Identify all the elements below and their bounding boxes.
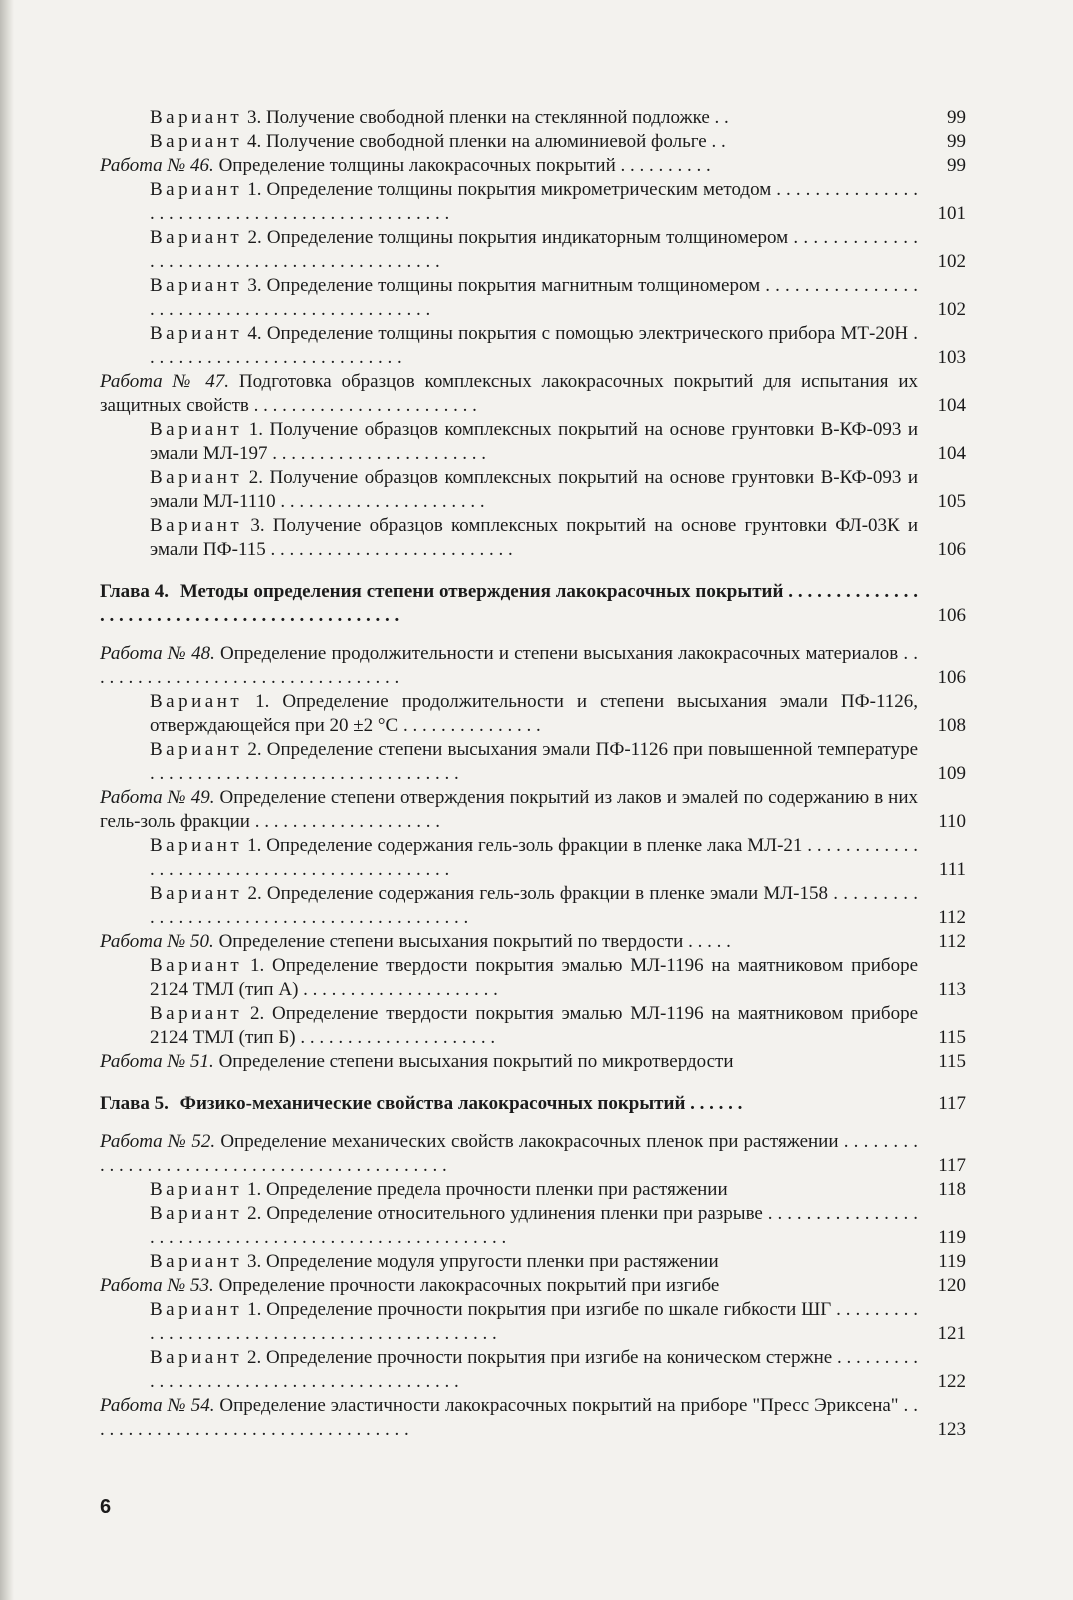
toc-entry-text: [100, 642, 918, 690]
toc-entry-text: [150, 1002, 918, 1050]
toc-page-number: 99: [947, 155, 966, 176]
toc-entry-label: Работа № 47.: [100, 371, 230, 392]
toc-entry-label: Вариант: [150, 275, 243, 296]
toc-entry-title: 2. Определение твердости покрытия эмалью МЛ-1196 на маятниковом приборе 2124 ТМЛ (тип Б) . . . . . . . . . . . . . . . . . . . . .: [150, 1003, 919, 1048]
toc-page-number: 115: [938, 1027, 966, 1048]
toc-entry-title: Определение механических свойств лакокрасочных пленок при растяжении . . . . . . . . . . . . . . . . . . . . . . . . . . . . . . . . . . . . . . . . . . . . .: [100, 1131, 919, 1176]
toc-entry-text: [150, 226, 918, 274]
toc-entry-text: [100, 154, 918, 178]
toc-page-number: 101: [937, 203, 966, 224]
toc-page-number: 111: [938, 859, 966, 880]
toc-entry-title: 2. Определение относительного удлинения пленки при разрыве . . . . . . . . . . . . . . . . . . . . . . . . . . . . . . . . . . . . . . . . . . . . . . . . . . . . . .: [150, 1203, 918, 1248]
toc-entry-title: 2. Получение образцов комплексных покрытий на основе грунтовки В-КФ-093 и эмали МЛ-1110 . . . . . . . . . . . . . . . . . . . . . .: [150, 467, 919, 512]
toc-entry-text: [150, 738, 918, 786]
toc-entry-title: 4. Определение толщины покрытия с помощью электрического прибора МТ-20Н . . . . . . . . . . . . . . . . . . . . . . . . . . . .: [150, 323, 919, 368]
toc-page-number: 118: [938, 1179, 966, 1200]
toc-page-number: 102: [937, 299, 966, 320]
toc-entry-text: [150, 1202, 918, 1250]
toc-entry-text: [150, 106, 918, 130]
toc-entry-title: 3. Получение свободной пленки на стеклянной подложке . .: [246, 107, 729, 128]
toc-entry-text: [100, 370, 918, 418]
toc-entry-label: Глава 4.: [100, 581, 169, 602]
toc-entry-title: 1. Определение содержания гель-золь фракции в пленке лака МЛ-21 . . . . . . . . . . . . . . . . . . . . . . . . . . . . . . . . . . . . . . . . . . . .: [150, 835, 918, 880]
toc-entry-label: Вариант: [150, 1347, 243, 1368]
toc-page-number: 106: [937, 539, 966, 560]
toc-entry-title: 1. Определение прочности покрытия при изгибе по шкале гибкости ШГ . . . . . . . . . . . . . . . . . . . . . . . . . . . . . . . . . . . . . . . . . . . . . .: [150, 1299, 918, 1344]
toc-variant: [100, 226, 980, 274]
toc-entry-label: Работа № 48.: [100, 643, 215, 664]
toc-entry-title: 3. Получение образцов комплексных покрытий на основе грунтовки ФЛ-03К и эмали ПФ-115 . . . . . . . . . . . . . . . . . . . . . . . . . .: [150, 515, 919, 560]
table-of-contents: [100, 106, 980, 1442]
toc-work: [100, 370, 980, 418]
toc-entry-label: Вариант: [150, 419, 243, 440]
toc-page-number: 99: [947, 131, 966, 152]
toc-entry-text: [100, 786, 918, 834]
toc-entry-title: Определение степени отверждения покрытий из лаков и эмалей по содержанию в них гель-золь фракции . . . . . . . . . . . . . . . . . . . .: [100, 787, 919, 832]
toc-page-number: 99: [947, 107, 966, 128]
toc-entry-label: Вариант: [150, 1251, 243, 1272]
toc-entry-title: Подготовка образцов комплексных лакокрасочных покрытий для испытания их защитных свойств . . . . . . . . . . . . . . . . . . . . . . . .: [100, 371, 919, 416]
toc-work: [100, 642, 980, 690]
toc-entry-text: [100, 1050, 918, 1074]
toc-page-number: 112: [938, 907, 966, 928]
toc-work: [100, 930, 980, 954]
toc-variant: [100, 1202, 980, 1250]
toc-entry-text: [150, 1250, 918, 1274]
toc-entry-label: Работа № 51.: [100, 1051, 214, 1072]
toc-entry-text: [100, 1092, 918, 1116]
toc-page-number: 117: [938, 1155, 966, 1176]
toc-page-number: 120: [937, 1275, 966, 1296]
toc-page-number: 117: [938, 1093, 966, 1114]
toc-page-number: 103: [937, 347, 966, 368]
toc-entry-title: 1. Получение образцов комплексных покрытий на основе грунтовки В-КФ-093 и эмали МЛ-197 . . . . . . . . . . . . . . . . . . . . . . .: [150, 419, 919, 464]
toc-page-number: 106: [937, 605, 966, 626]
toc-variant: [100, 466, 980, 514]
toc-entry-title: 1. Определение толщины покрытия микрометрическим методом . . . . . . . . . . . . . . . . . . . . . . . . . . . . . . . . . . . . . . . . . . . . . . .: [150, 179, 919, 224]
toc-entry-title: 1. Определение предела прочности пленки при растяжении: [246, 1179, 728, 1200]
toc-entry-text: [150, 178, 918, 226]
toc-entry-label: Вариант: [150, 107, 243, 128]
toc-variant: [100, 1298, 980, 1346]
toc-variant: [100, 690, 980, 738]
toc-entry-text: [150, 1346, 918, 1394]
toc-entry-label: Работа № 53.: [100, 1275, 214, 1296]
toc-entry-label: Работа № 50.: [100, 931, 214, 952]
toc-entry-text: [150, 514, 918, 562]
toc-variant: [100, 130, 980, 154]
toc-page-number: 104: [937, 443, 966, 464]
toc-entry-title: 1. Определение продолжительности и степени высыхания эмали ПФ-1126, отверждающейся при 20 ±2 °С . . . . . . . . . . . . . . .: [150, 691, 918, 736]
toc-entry-label: Вариант: [150, 955, 243, 976]
toc-entry-text: [150, 834, 918, 882]
toc-entry-title: 3. Определение модуля упругости пленки при растяжении: [246, 1251, 719, 1272]
toc-entry-text: [150, 882, 918, 930]
toc-work: [100, 1394, 980, 1442]
toc-work: [100, 1130, 980, 1178]
toc-variant: [100, 514, 980, 562]
toc-entry-label: Вариант: [150, 227, 243, 248]
toc-entry-text: [100, 1130, 918, 1178]
toc-page-number: 108: [937, 715, 966, 736]
toc-entry-label: Вариант: [150, 1179, 243, 1200]
toc-entry-title: Определение степени высыхания покрытий по микротвердости: [218, 1051, 734, 1072]
toc-entry-title: Определение толщины лакокрасочных покрытий . . . . . . . . . .: [218, 155, 711, 176]
toc-variant: [100, 418, 980, 466]
toc-variant: [100, 1002, 980, 1050]
toc-work: [100, 786, 980, 834]
toc-entry-label: Вариант: [150, 835, 243, 856]
toc-variant: [100, 834, 980, 882]
toc-page-number: 113: [938, 979, 966, 1000]
toc-page-number: 109: [937, 763, 966, 784]
toc-entry-label: Работа № 52.: [100, 1131, 216, 1152]
toc-entry-title: Физико-механические свойства лакокрасочных покрытий . . . . . .: [179, 1093, 743, 1114]
toc-chapter: [100, 580, 980, 628]
toc-variant: [100, 882, 980, 930]
toc-variant: [100, 1250, 980, 1274]
toc-entry-title: Методы определения степени отверждения лакокрасочных покрытий . . . . . . . . . . . . . . . . . . . . . . . . . . . . . . . . . . . . . . . . . . . . . .: [100, 581, 919, 626]
toc-entry-label: Вариант: [150, 1203, 243, 1224]
toc-variant: [100, 322, 980, 370]
toc-page-number: 123: [937, 1419, 966, 1440]
toc-entry-text: [150, 690, 918, 738]
toc-variant: [100, 738, 980, 786]
toc-page-number: 119: [938, 1227, 966, 1248]
toc-entry-label: Вариант: [150, 1003, 243, 1024]
toc-entry-text: [100, 1274, 918, 1298]
toc-entry-title: 2. Определение толщины покрытия индикаторным толщиномером . . . . . . . . . . . . . . . . . . . . . . . . . . . . . . . . . . . . . . . . . . . .: [150, 227, 919, 272]
page-number: 6: [100, 1496, 112, 1518]
toc-entry-title: Определение эластичности лакокрасочных покрытий на приборе "Пресс Эриксена" . . . . . . . . . . . . . . . . . . . . . . . . . . . . . . . . . . .: [100, 1395, 918, 1440]
toc-page-number: 121: [937, 1323, 966, 1344]
toc-page-number: 122: [937, 1371, 966, 1392]
toc-variant: [100, 954, 980, 1002]
toc-work: [100, 1050, 980, 1074]
toc-entry-title: Определение степени высыхания покрытий по твердости . . . . .: [218, 931, 731, 952]
toc-entry-label: Вариант: [150, 515, 243, 536]
toc-variant: [100, 274, 980, 322]
toc-entry-text: [100, 930, 918, 954]
toc-entry-text: [150, 1178, 918, 1202]
toc-entry-label: Глава 5.: [100, 1093, 169, 1114]
toc-entry-title: 2. Определение содержания гель-золь фракции в пленке эмали МЛ-158 . . . . . . . . . . . . . . . . . . . . . . . . . . . . . . . . . . . . . . . . . . .: [150, 883, 918, 928]
toc-entry-text: [150, 418, 918, 466]
toc-entry-label: Вариант: [150, 179, 243, 200]
toc-variant: [100, 1346, 980, 1394]
toc-page-number: 119: [938, 1251, 966, 1272]
toc-entry-text: [100, 580, 918, 628]
toc-entry-label: Вариант: [150, 739, 243, 760]
toc-entry-text: [150, 322, 918, 370]
toc-entry-label: Вариант: [150, 131, 243, 152]
toc-work: [100, 1274, 980, 1298]
toc-entry-text: [150, 274, 918, 322]
toc-entry-title: Определение прочности лакокрасочных покрытий при изгибе: [218, 1275, 720, 1296]
toc-page-number: 104: [937, 395, 966, 416]
toc-page-number: 102: [937, 251, 966, 272]
toc-entry-title: 3. Определение толщины покрытия магнитным толщиномером . . . . . . . . . . . . . . . . . . . . . . . . . . . . . . . . . . . . . . . . . . . . . .: [150, 275, 919, 320]
toc-page-number: 105: [937, 491, 966, 512]
toc-variant: [100, 1178, 980, 1202]
scan-edge-shadow: [0, 0, 14, 1600]
toc-entry-label: Работа № 54.: [100, 1395, 215, 1416]
toc-page-number: 115: [938, 1051, 966, 1072]
toc-entry-label: Вариант: [150, 1299, 243, 1320]
toc-page-number: 106: [937, 667, 966, 688]
toc-chapter: [100, 1092, 980, 1116]
toc-variant: [100, 178, 980, 226]
toc-entry-text: [150, 466, 918, 514]
toc-entry-label: Вариант: [150, 883, 243, 904]
toc-entry-title: 2. Определение степени высыхания эмали ПФ-1126 при повышенной температуре . . . . . . . . . . . . . . . . . . . . . . . . . . . . . . . . .: [150, 739, 918, 784]
toc-entry-text: [150, 1298, 918, 1346]
toc-entry-label: Работа № 46.: [100, 155, 214, 176]
toc-entry-title: 1. Определение твердости покрытия эмалью МЛ-1196 на маятниковом приборе 2124 ТМЛ (тип А) . . . . . . . . . . . . . . . . . . . . .: [150, 955, 919, 1000]
toc-page-number: 110: [938, 811, 966, 832]
toc-entry-title: 2. Определение прочности покрытия при изгибе на коническом стержне . . . . . . . . . . . . . . . . . . . . . . . . . . . . . . . . . . . . . . . . . .: [150, 1347, 918, 1392]
toc-entry-label: Работа № 49.: [100, 787, 215, 808]
toc-entry-text: [150, 130, 918, 154]
toc-entry-label: Вариант: [150, 323, 243, 344]
toc-entry-text: [100, 1394, 918, 1442]
toc-entry-title: Определение продолжительности и степени высыхания лакокрасочных материалов . . . . . . . . . . . . . . . . . . . . . . . . . . . . . . . . . .: [100, 643, 918, 688]
toc-entry-label: Вариант: [150, 467, 243, 488]
toc-entry-label: Вариант: [150, 691, 243, 712]
toc-work: [100, 154, 980, 178]
toc-entry-text: [150, 954, 918, 1002]
toc-entry-title: 4. Получение свободной пленки на алюминиевой фольге . .: [246, 131, 726, 152]
toc-page-number: 112: [938, 931, 966, 952]
toc-variant: [100, 106, 980, 130]
